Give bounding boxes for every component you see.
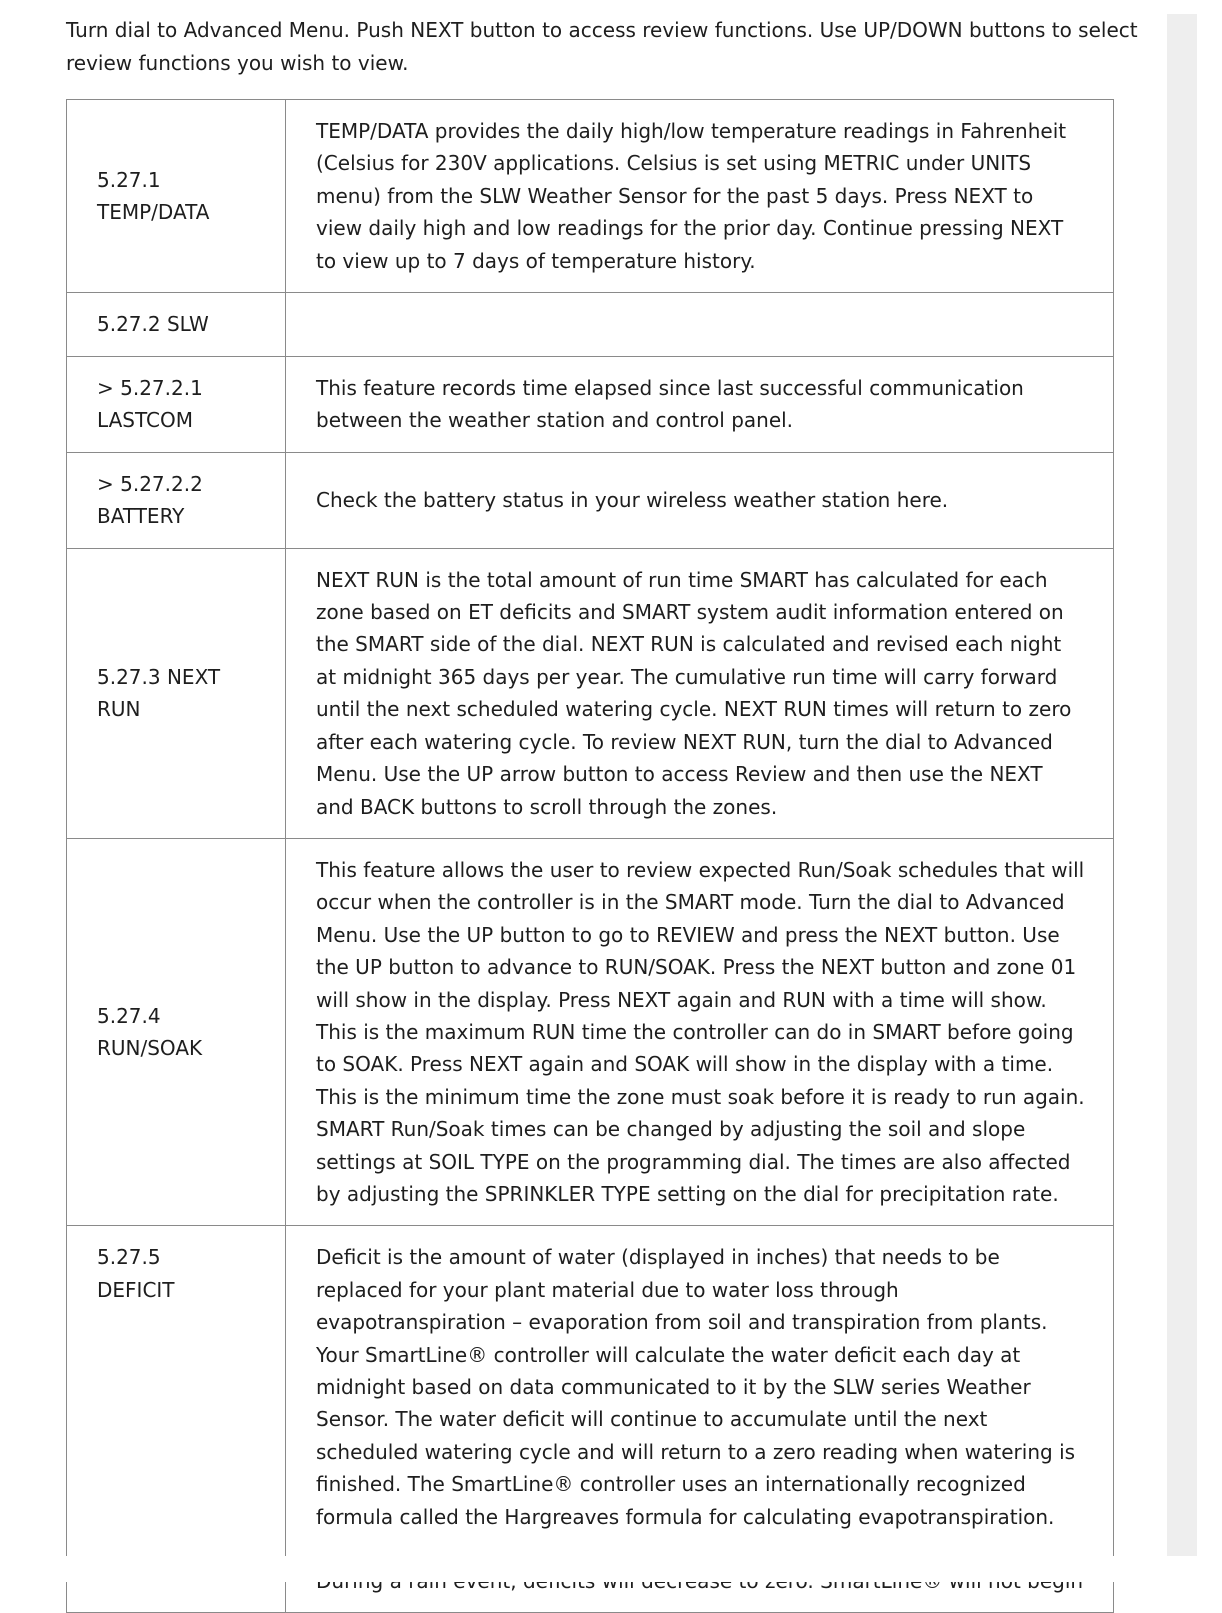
row-description: This feature allows the user to review expected Run/Soak schedules that will occur when the controller is in the SMART mode. Turn the dial to Advanced Menu. Use the UP button to go to REVIEW and press the NEXT button. Use the UP button to advance to RUN/SOAK. Press the NEXT button and zone 01 will show in the display. Press NEXT again and RUN with a time will show. This is the maximum RUN time the controller can do in SMART before going to SOAK. Press NEXT again and SOAK will show in the display with a time. This is the minimum time the zone must soak before it is ready to run again. SMART Run/Soak times can be changed by adjusting the soil and slope settings at SOIL TYPE on the programming dial. The times are also affected by adjusting the SPRINKLER TYPE setting on the dial for precipitation rate. [286,838,1114,1225]
row-label [67,548,286,838]
intro-paragraph [66,14,1146,80]
row-description [286,1226,1114,1613]
row-label-title: BATTERY [97,504,185,529]
row-label-title: RUN/SOAK [97,1036,203,1061]
row-label-number: > 5.27.2.1 [97,376,203,401]
row-label [67,357,286,453]
row-description [286,293,1114,357]
row-label-number: 5.27.2 SLW [97,312,209,337]
table-row-battery [67,452,1114,548]
row-label-number: 5.27.5 [97,1245,161,1270]
row-label-title: DEFICIT [97,1277,175,1302]
table-row-slw [67,293,1114,357]
row-label-title: RUN [97,697,141,722]
intro-line-1: Turn dial to Advanced Menu. Push NEXT button to access review functions. Use UP/DOWN buttons to select [66,18,1138,42]
row-description: Check the battery status in your wireless weather station here. [286,452,1114,548]
review-functions-table [66,99,1114,1613]
row-label-title: LASTCOM [97,408,193,433]
row-description: This feature records time elapsed since last successful communication between the weather station and control panel. [286,357,1114,453]
row-label [67,838,286,1225]
intro-line-2: review functions you wish to view. [66,51,409,75]
row-label-title: TEMP/DATA [97,200,210,225]
table-row-deficit [67,1226,1114,1613]
row-description: TEMP/DATA provides the daily high/low temperature readings in Fahrenheit (Celsius for 230V applications. Celsius is set using METRIC under UNITS menu) from the SLW Weather Sensor for the past 5 days. Press NEXT to view daily high and low readings for the prior day. Continue pressing NEXT to view up to 7 days of temperature history. [286,100,1114,293]
row-label-number: 5.27.4 [97,1003,161,1028]
row-label-number: 5.27.1 [97,167,161,192]
table-row-next-run [67,548,1114,838]
row-label [67,452,286,548]
row-label-number: 5.27.3 NEXT [97,664,221,689]
deficit-paragraph-1: Deficit is the amount of water (displayed in inches) that needs to be replaced for your plant material due to water loss through evapotranspiration – evaporation from soil and transpiration from plants. Your SmartLine® controller will calculate the water deficit each day at midnight based on data communicated to it by the SLW series Weather Sensor. The water deficit will continue to accumulate until the next scheduled watering cycle and will return to a zero reading when watering is finished. The SmartLine® controller uses an internationally recognized formula called the Hargreaves formula for calculating evapotranspiration. [316,1245,1076,1529]
row-description: NEXT RUN is the total amount of run time SMART has calculated for each zone based on ET deficits and SMART system audit information entered on the SMART side of the dial. NEXT RUN is calculated and revised each night at midnight 365 days per year. The cumulative run time will carry forward until the next scheduled watering cycle. NEXT RUN times will return to zero after each watering cycle. To review NEXT RUN, turn the dial to Advanced Menu. Use the UP arrow button to access Review and then use the NEXT and BACK buttons to scroll through the zones. [286,548,1114,838]
row-label-number: > 5.27.2.2 [97,471,203,496]
table-row-lastcom [67,357,1114,453]
page-bottom-edge [0,1556,1222,1582]
table-row-temp-data [67,100,1114,293]
row-label [67,100,286,293]
scrollbar-track[interactable] [1167,14,1197,1582]
table-row-run-soak [67,838,1114,1225]
row-label [67,1226,286,1613]
row-label [67,293,286,357]
